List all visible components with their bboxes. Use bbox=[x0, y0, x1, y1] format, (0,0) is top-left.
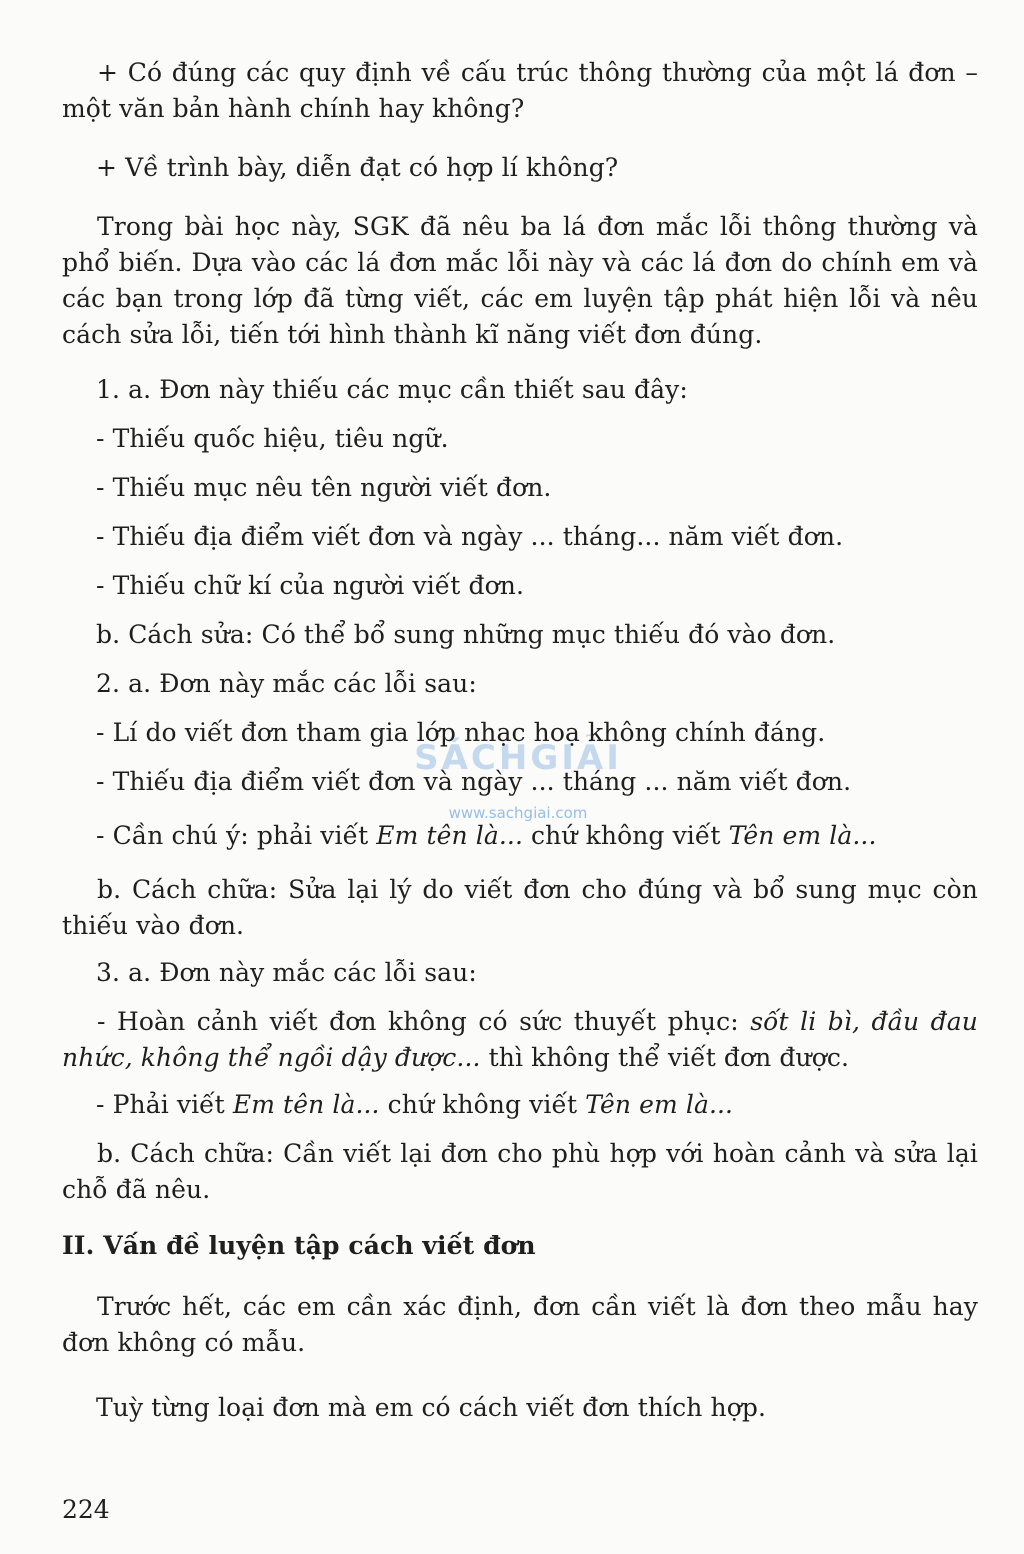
paragraph bbox=[62, 1136, 978, 1208]
text-run: 3. a. Đơn này mắc các lỗi sau: bbox=[96, 958, 477, 987]
text-run: 1. a. Đơn này thiếu các mục cần thiết sau đây: bbox=[96, 375, 688, 404]
text-run: II. Vấn đề luyện tập cách viết đơn bbox=[62, 1231, 536, 1260]
watermark-brand: SÁCHGIẢI bbox=[414, 738, 622, 778]
text-run: Tuỳ từng loại đơn mà em có cách viết đơn thích hợp. bbox=[96, 1393, 766, 1422]
text-run: - Thiếu mục nêu tên người viết đơn. bbox=[96, 473, 552, 502]
paragraph bbox=[96, 666, 978, 702]
paragraph bbox=[96, 519, 978, 555]
paragraph bbox=[96, 617, 978, 653]
text-run: - Thiếu địa điểm viết đơn và ngày ... tháng... năm viết đơn. bbox=[96, 522, 844, 551]
text-run: Trong bài học này, SGK đã nêu ba lá đơn mắc lỗi thông thường và phổ biến. Dựa vào các lá đơn mắc lỗi này và các lá đơn do chính em và các bạn trong lớp đã từng viết, các em luyện tập phát hiện lỗi và nêu cách sửa lỗi, tiến tới hình thành kĩ năng viết đơn đúng. bbox=[62, 212, 978, 349]
paragraph bbox=[96, 372, 978, 408]
italic-text: Em tên là... bbox=[376, 821, 524, 850]
text-run: chứ không viết bbox=[523, 821, 729, 850]
paragraph bbox=[62, 1289, 978, 1361]
section-heading bbox=[62, 1228, 978, 1264]
paragraph bbox=[96, 715, 978, 751]
text-run: - Phải viết bbox=[96, 1090, 233, 1119]
paragraph bbox=[96, 955, 978, 991]
text-run: b. Cách chữa: Sửa lại lý do viết đơn cho đúng và bổ sung mục còn thiếu vào đơn. bbox=[62, 875, 978, 940]
paragraph bbox=[62, 209, 978, 353]
text-run: + Có đúng các quy định về cấu trúc thông thường của một lá đơn – một văn bản hành chính hay không? bbox=[62, 58, 978, 123]
text-run: - Cần chú ý: phải viết bbox=[96, 821, 377, 850]
paragraph bbox=[96, 764, 978, 800]
italic-text: Tên em là... bbox=[728, 821, 877, 850]
text-run: thì không thể viết đơn được. bbox=[480, 1043, 850, 1072]
paragraph bbox=[96, 1390, 978, 1426]
text-run: - Hoàn cảnh viết đơn không có sức thuyết phục: bbox=[97, 1007, 751, 1036]
text-run: b. Cách sửa: Có thể bổ sung những mục thiếu đó vào đơn. bbox=[96, 620, 836, 649]
page-number: 224 bbox=[62, 1495, 110, 1524]
paragraph bbox=[96, 150, 978, 186]
paragraph bbox=[96, 470, 978, 506]
text-run: + Về trình bày, diễn đạt có hợp lí không? bbox=[96, 153, 619, 182]
paragraph bbox=[96, 568, 978, 604]
italic-text: Tên em là... bbox=[585, 1090, 734, 1119]
text-run: - Thiếu quốc hiệu, tiêu ngữ. bbox=[96, 424, 449, 453]
italic-text: Em tên là... bbox=[232, 1090, 380, 1119]
paragraph bbox=[62, 55, 978, 127]
text-run: b. Cách chữa: Cần viết lại đơn cho phù hợp với hoàn cảnh và sửa lại chỗ đã nêu. bbox=[62, 1139, 978, 1204]
paragraph bbox=[96, 818, 978, 854]
text-run: - Thiếu địa điểm viết đơn và ngày ... tháng ... năm viết đơn. bbox=[96, 767, 852, 796]
paragraph bbox=[96, 1087, 978, 1123]
watermark-url: www.sachgiai.com bbox=[448, 804, 588, 822]
text-run: Trước hết, các em cần xác định, đơn cần viết là đơn theo mẫu hay đơn không có mẫu. bbox=[62, 1292, 978, 1357]
paragraph bbox=[62, 1004, 978, 1076]
paragraph bbox=[62, 872, 978, 944]
paragraph bbox=[96, 421, 978, 457]
text-run: - Lí do viết đơn tham gia lớp nhạc hoạ không chính đáng. bbox=[96, 718, 826, 747]
text-run: chứ không viết bbox=[379, 1090, 586, 1119]
italic-text: sốt li bì, đầu đau nhức, không thể ngồi dậy được... bbox=[62, 1007, 978, 1072]
text-run: 2. a. Đơn này mắc các lỗi sau: bbox=[96, 669, 477, 698]
text-run: - Thiếu chữ kí của người viết đơn. bbox=[96, 571, 524, 600]
